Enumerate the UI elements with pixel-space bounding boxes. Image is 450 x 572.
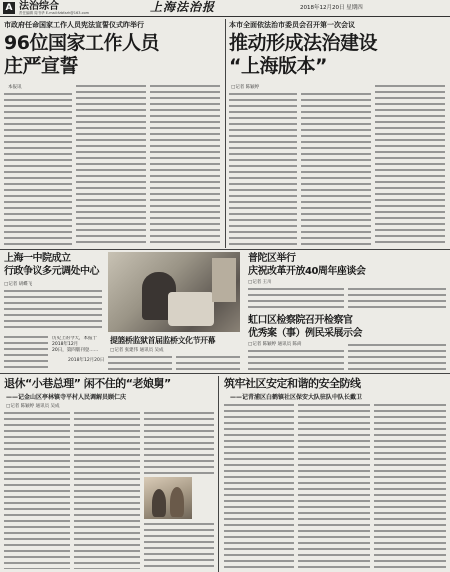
- story-headline: 上海一中院成立: [4, 253, 71, 264]
- notice-box: [52, 336, 104, 356]
- story-kicker: 本市全面依法治市委员会召开第一次会议: [229, 21, 355, 29]
- text-column: [374, 404, 446, 569]
- story-headline: 普陀区举行: [248, 253, 296, 264]
- text-column: [4, 93, 72, 247]
- story-putuo: [244, 252, 448, 314]
- story-oath: [4, 21, 222, 249]
- story-headline: 96位国家工作人员: [4, 32, 159, 54]
- text-column: [144, 412, 214, 474]
- text-column: [224, 404, 294, 569]
- story-headline: 庄严宣誓: [4, 55, 79, 77]
- text-column: [375, 85, 445, 247]
- story-headline: “上海版本”: [229, 55, 327, 77]
- column-divider: [225, 19, 226, 248]
- story-headline: 退休“小巷总理” 闲不住的“老娘舅”: [4, 377, 171, 390]
- section-divider: [0, 373, 450, 374]
- story-court: [4, 252, 104, 372]
- text-column: [4, 412, 70, 569]
- story-security: [222, 377, 448, 571]
- story-byline: □记者 胡蝶飞: [4, 282, 33, 287]
- story-headline: 优秀案（事）例民采展示会: [248, 328, 362, 339]
- editor-meta: 责任编辑 周书华 E-mail:fzbfzzh@163.com: [19, 11, 90, 15]
- text-column: [229, 93, 297, 247]
- text-column: [144, 523, 214, 569]
- notice-line: 20日，第四版刊登……: [52, 348, 99, 353]
- story-byline: □记者 陈颖婷 通讯员 吴成: [6, 404, 60, 409]
- text-column: [348, 288, 446, 312]
- story-byline: □记者 王川: [248, 280, 272, 285]
- story-rule-of-law: [229, 21, 447, 249]
- notice-line: 历史上的今天，本报于2018年12月: [52, 336, 97, 347]
- story-headline: 虹口区检察院召开检察官: [248, 315, 353, 326]
- story-kicker: 市政府任命国家工作人员宪法宣誓仪式昨举行: [4, 21, 144, 29]
- text-column: [348, 344, 446, 370]
- story-byline: 本报讯: [8, 85, 22, 90]
- text-column: [4, 336, 48, 368]
- story-headline: 筑牢社区安定和谐的安全防线: [224, 377, 361, 390]
- story-byline: □记者 张建伟 通讯员 吴成: [110, 348, 164, 353]
- story-subhead: ——记金山区亭林镇寺平村人民调解员顾仁庆: [6, 394, 127, 401]
- text-column: [150, 85, 220, 247]
- story-headline: 庆祝改革开放40周年座谈会: [248, 266, 366, 277]
- story-subhead: ——记青浦区白鹤镇社区保安大队驻队中队长戴卫: [230, 394, 363, 401]
- news-photo: [144, 477, 192, 519]
- news-photo: [108, 252, 240, 332]
- text-column: [76, 85, 146, 247]
- newspaper-logo: 上海法治报: [150, 0, 216, 14]
- column-divider: [218, 376, 219, 572]
- text-column: [301, 93, 371, 247]
- text-column: [248, 288, 344, 312]
- text-column: [4, 290, 102, 332]
- text-column: [176, 356, 240, 372]
- page-tag: A: [3, 2, 15, 14]
- story-byline: □记者 陈颖婷: [231, 85, 260, 90]
- story-headline: 行政争议多元调处中心: [4, 266, 99, 277]
- story-headline: 推动形成法治建设: [229, 32, 378, 54]
- story-culture-festival: [108, 252, 240, 372]
- text-column: [108, 356, 172, 372]
- text-column: [74, 412, 140, 569]
- section-divider: [0, 249, 450, 250]
- story-headline: 提篮桥监狱首届监桥文化节开幕: [110, 336, 215, 345]
- story-hongkou: [244, 314, 448, 372]
- section-title: 法治综合: [19, 1, 59, 12]
- issue-date: 2018年12月20日 星期四: [300, 5, 363, 11]
- story-byline: □记者 陈颖婷 通讯员 陈尚: [248, 342, 302, 347]
- masthead: [0, 0, 450, 17]
- notice-date: 2018年12月20日: [68, 358, 105, 363]
- text-column: [248, 350, 344, 370]
- story-mediator: [4, 377, 216, 571]
- text-column: [298, 404, 370, 569]
